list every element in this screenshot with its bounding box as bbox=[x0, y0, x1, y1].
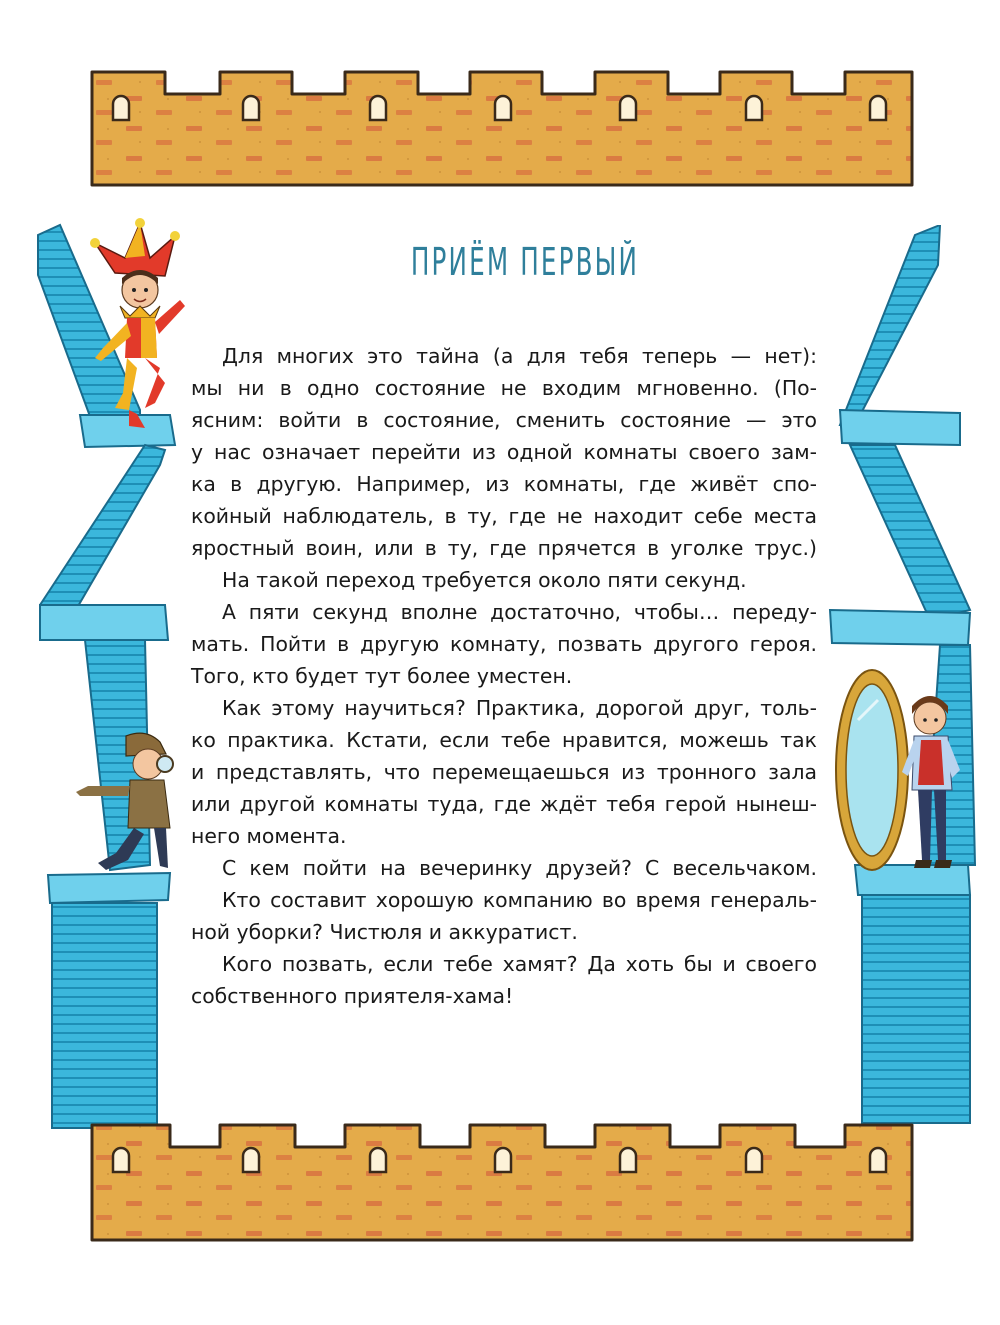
text-line: Для многих это тайна (а для тебя теперь — нет): bbox=[222, 344, 817, 368]
text-line: мать. Пойти в другую комнату, позвать другого героя. bbox=[191, 632, 817, 656]
boy-mirror-icon bbox=[826, 660, 976, 880]
jester-icon bbox=[85, 218, 200, 438]
text-line: ка в другую. Например, из комнаты, где живёт спо- bbox=[191, 472, 817, 496]
text-line: него момента. bbox=[191, 824, 347, 848]
text-line: На такой переход требуется около пяти секунд. bbox=[222, 568, 747, 592]
top-castle-wall-icon bbox=[0, 0, 1000, 190]
text-line: А пяти секунд вполне достаточно, чтобы… переду- bbox=[222, 600, 817, 624]
text-line: яростный воин, или в ту, где прячется в уголке трус.) bbox=[191, 536, 817, 560]
text-line: или другой комнаты туда, где ждёт тебя герой нынеш- bbox=[191, 792, 817, 816]
text-line: койный наблюдатель, в ту, где не находит себе места bbox=[191, 504, 817, 528]
text-line: Того, кто будет тут более уместен. bbox=[191, 664, 573, 688]
text-line: Кто составит хорошую компанию во время генераль- bbox=[222, 888, 817, 912]
text-line: Как этому научиться? Практика, дорогой друг, толь- bbox=[222, 696, 817, 720]
text-line: у нас означает перейти из одной комнаты своего зам- bbox=[191, 440, 817, 464]
text-line: С кем пойти на вечеринку друзей? С весельчаком. bbox=[222, 856, 817, 880]
detective-icon bbox=[68, 728, 188, 878]
text-line: ной уборки? Чистюля и аккуратист. bbox=[191, 920, 578, 944]
text-line: собственного приятеля-хама! bbox=[191, 984, 514, 1008]
text-line: Кого позвать, если тебе хамят? Да хоть бы и своего bbox=[222, 952, 817, 976]
text-line: ясним: войти в состояние, сменить состояние — это bbox=[191, 408, 817, 432]
text-line: и представлять, что перемещаешься из тронного зала bbox=[191, 760, 817, 784]
text-line: ко практика. Кстати, если тебе нравится, можешь так bbox=[191, 728, 817, 752]
bottom-castle-wall-icon bbox=[0, 1105, 1000, 1325]
text-line: мы ни в одно состояние не входим мгновенно. (По- bbox=[191, 376, 817, 400]
page-title: ПРИЁМ ПЕРВЫЙ bbox=[410, 240, 640, 284]
body-text bbox=[191, 340, 817, 1012]
